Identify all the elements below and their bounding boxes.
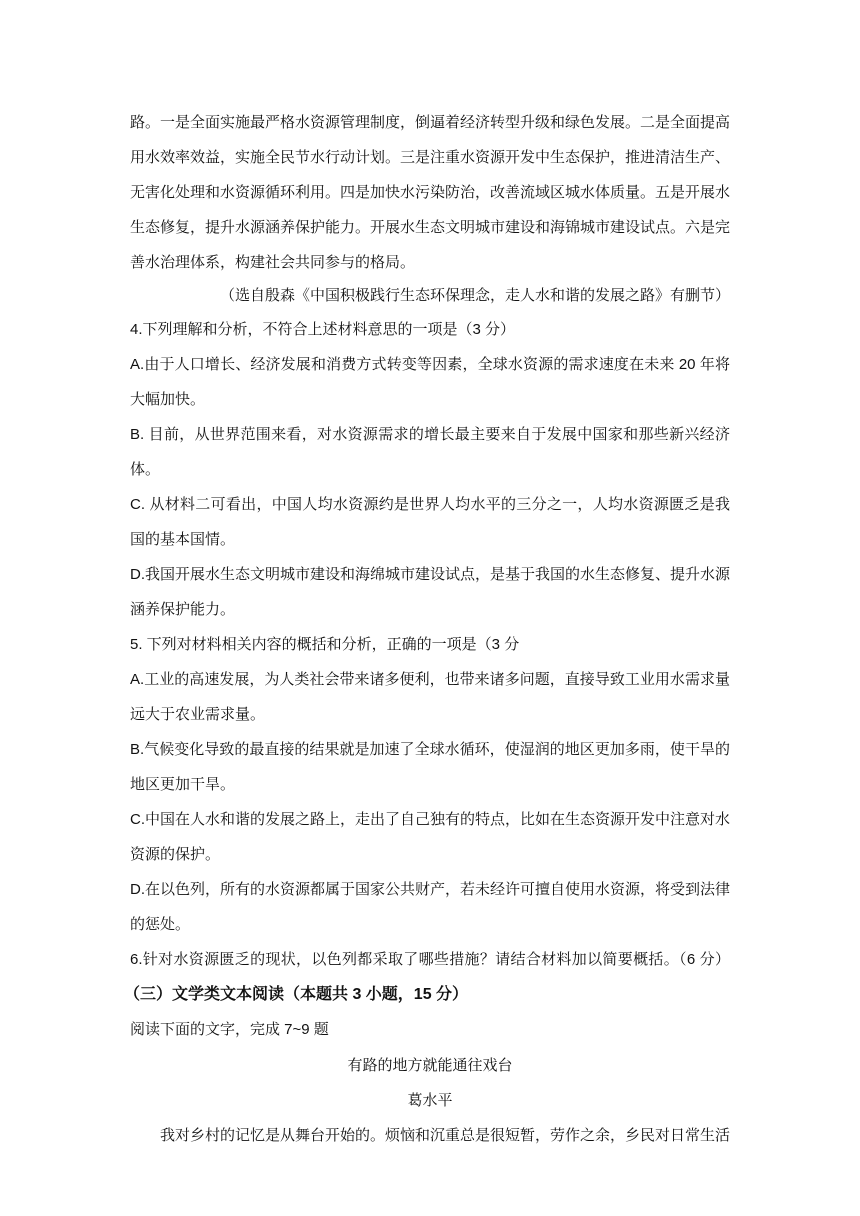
q5-option-b-line-2: 地区更加干旱。 — [130, 776, 236, 793]
q5-option-c-line-1: C.中国在人水和谐的发展之路上，走出了自己独有的特点，比如在生态资源开发中注意对水 — [130, 811, 731, 828]
material-line-3: 无害化处理和水资源循环利用。四是加快水污染防治，改善流域区城水体质量。五是开展水 — [130, 183, 731, 201]
q4-option-b-line-1: B. 目前，从世界范围来看，对水资源需求的增长最主要来自于发展中国家和那些新兴经济 — [130, 426, 730, 443]
q6-stem: 6.针对水资源匮乏的现状，以色列都采取了哪些措施？请结合材料加以简要概括。（6 分） — [130, 951, 730, 968]
q5-option-b-line-1: B.气候变化导致的最直接的结果就是加速了全球水循环，使湿润的地区更加多雨，使干旱的 — [130, 741, 730, 758]
q5-option-c-line-2: 资源的保护。 — [130, 846, 221, 863]
q5-stem: 5. 下列对材料相关内容的概括和分析，正确的一项是（3 分 — [130, 636, 520, 653]
q4-option-a-line-1: A.由于人口增长、经济发展和消费方式转变等因素，全球水资源的需求速度在未来 20 年将 — [130, 356, 730, 373]
article-author: 葛水平 — [407, 1091, 453, 1109]
q4-option-a-line-2: 大幅加快。 — [130, 391, 206, 408]
section3-instruction: 阅读下面的文字，完成 7~9 题 — [130, 1021, 329, 1038]
q4-stem: 4.下列理解和分析，不符合上述材料意思的一项是（3 分） — [130, 321, 516, 338]
q4-option-d-line-1: D.我国开展水生态文明城市建设和海绵城市建设试点，是基于我国的水生态修复、提升水源 — [130, 566, 731, 583]
q5-option-a-line-2: 远大于农业需求量。 — [130, 706, 266, 723]
material-line-1: 路。一是全面实施最严格水资源管理制度，倒逼着经济转型升级和绿色发展。二是全面提高 — [130, 113, 731, 131]
q5-option-d-line-2: 的惩处。 — [130, 916, 191, 933]
q4-option-b-line-2: 体。 — [130, 461, 161, 478]
q5-option-a-line-1: A.工业的高速发展，为人类社会带来诸多便利，也带来诸多问题，直接导致工业用水需求量 — [130, 671, 730, 688]
material-line-2: 用水效率效益，实施全民节水行动计划。三是注重水资源开发中生态保护，推进清洁生产、 — [130, 148, 731, 166]
q5-option-d-line-1: D.在以色列，所有的水资源都属于国家公共财产，若未经许可擅自使用水资源，将受到法律 — [130, 881, 731, 898]
q4-option-d-line-2: 涵养保护能力。 — [130, 601, 236, 618]
article-first-line: 我对乡村的记忆是从舞台开始的。烦恼和沉重总是很短暂，劳作之余，乡民对日常生活 — [160, 1126, 731, 1144]
section3-heading: （三）文学类文本阅读（本题共 3 小题，15 分） — [124, 986, 469, 1003]
material-line-5: 善水治理体系，构建社会共同参与的格局。 — [130, 253, 416, 271]
source-citation: （选自殷森《中国积极践行生态环保理念，走人水和谐的发展之路》有删节） — [219, 286, 730, 304]
q4-option-c-line-1: C. 从材料二可看出，中国人均水资源约是世界人均水平的三分之一，人均水资源匮乏是我 — [130, 496, 730, 513]
material-line-4: 生态修复，提升水源涵养保护能力。开展水生态文明城市建设和海锦城市建设试点。六是完 — [130, 218, 731, 236]
q4-option-c-line-2: 国的基本国情。 — [130, 531, 236, 548]
article-title: 有路的地方就能通往戏台 — [347, 1056, 513, 1074]
